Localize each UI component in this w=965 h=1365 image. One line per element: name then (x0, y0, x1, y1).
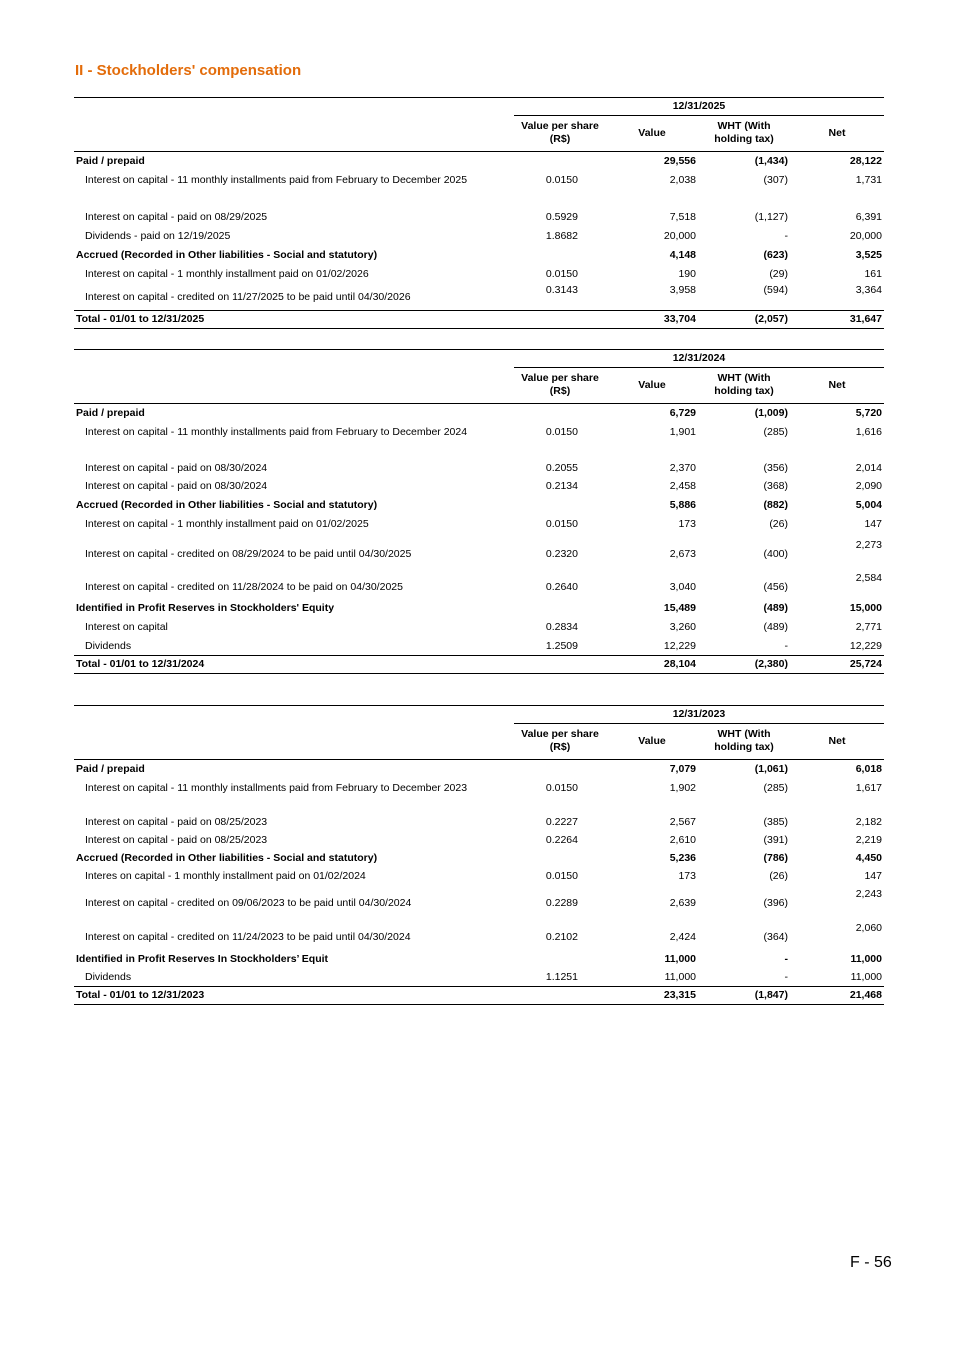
table-row: Dividends - paid on 12/19/2025 1.8682 20,000 - 20,000 (85, 230, 882, 242)
table-row: Identified in Profit Reserves In Stockholders’ Equit 11,000 - 11,000 (76, 952, 882, 965)
table-row: Interest on capital - 1 monthly installment paid on 01/02/2026 0.0150 190 (29) 161 (85, 268, 882, 280)
table-row: Interest on capital 0.2834 3,260 (489) 2,771 (85, 621, 882, 633)
table-row: Interest on capital - 11 monthly installments paid from February to December 2025 0.0150 2,038 (307) 1,731 (85, 174, 882, 186)
table-row: Paid / prepaid 6,729 (1,009) 5,720 (76, 407, 882, 419)
compensation-table-2023 (74, 705, 884, 1005)
table-date: 12/31/2023 (514, 706, 884, 724)
page-title: II - Stockholders' compensation (75, 62, 302, 79)
col-wht: WHT (With holding tax) (714, 120, 774, 145)
table-row: Accrued (Recorded in Other liabilities - Social and statutory) 5,236 (786) 4,450 (76, 851, 882, 864)
col-value: Value (638, 378, 666, 391)
table-row: Interes on capital - 1 monthly installment paid on 01/02/2024 0.0150 173 (26) 147 (85, 869, 882, 882)
table-row: Interest on capital - paid on 08/25/2023 0.2264 2,610 (391) 2,219 (85, 833, 882, 846)
table-total-row: Total - 01/01 to 12/31/2025 33,704 (2,057) 31,647 (74, 310, 884, 329)
col-value: Value (638, 734, 666, 747)
col-value: Value (638, 126, 666, 139)
col-wht: WHT (With holding tax) (714, 372, 774, 397)
table-row: Interest on capital - paid on 08/29/2025 0.5929 7,518 (1,127) 6,391 (85, 211, 882, 223)
table-total-row: Total - 01/01 to 12/31/2024 28,104 (2,380) 25,724 (74, 655, 884, 674)
table-date-header (74, 98, 884, 115)
column-header-row (74, 367, 884, 404)
col-value-per-share: Value per share (R$) (521, 120, 599, 145)
table-row: Interest on capital - 11 monthly installments paid from February to December 2023 0.0150 1,902 (285) 1,617 (85, 782, 882, 794)
compensation-table-2025 (74, 97, 884, 329)
col-wht: WHT (With holding tax) (714, 728, 774, 753)
table-date: 12/31/2024 (514, 350, 884, 368)
col-net: Net (828, 126, 846, 139)
table-row: Interest on capital - 1 monthly installment paid on 01/02/2025 0.0150 173 (26) 147 (85, 518, 882, 530)
table-date-header (74, 706, 884, 723)
table-row: Accrued (Recorded in Other liabilities - Social and statutory) 5,886 (882) 5,004 (76, 499, 882, 511)
table-row: Interest on capital - paid on 08/30/2024 0.2134 2,458 (368) 2,090 (85, 480, 882, 492)
table-row: Interest on capital - credited on 11/28/2024 to be paid on 04/30/2025 0.2640 3,040 (456) 2,584 (85, 572, 882, 593)
table-total-row: Total - 01/01 to 12/31/2023 23,315 (1,847) 21,468 (74, 986, 884, 1005)
table-row: Interest on capital - credited on 09/06/2023 to be paid until 04/30/2024 0.2289 2,639 (396) 2,243 (85, 888, 882, 909)
page-number: F - 56 (850, 1254, 892, 1271)
table-row: Interest on capital - credited on 11/27/2025 to be paid until 04/30/2026 0.3143 3,958 (594) 3,364 (85, 284, 882, 303)
column-header-row (74, 723, 884, 760)
column-header-row (74, 115, 884, 152)
table-row: Interest on capital - 11 monthly installments paid from February to December 2024 0.0150 1,901 (285) 1,616 (85, 426, 882, 438)
table-row: Paid / prepaid 29,556 (1,434) 28,122 (76, 155, 882, 167)
table-row: Dividends 1.1251 11,000 - 11,000 (85, 971, 882, 983)
table-row: Interest on capital - paid on 08/25/2023 0.2227 2,567 (385) 2,182 (85, 815, 882, 828)
compensation-table-2024 (74, 349, 884, 674)
table-row: Interest on capital - credited on 08/29/2024 to be paid until 04/30/2025 0.2320 2,673 (400) 2,273 (85, 539, 882, 560)
col-value-per-share: Value per share (R$) (521, 728, 599, 753)
table-row: Paid / prepaid 7,079 (1,061) 6,018 (76, 763, 882, 775)
col-value-per-share: Value per share (R$) (521, 372, 599, 397)
col-net: Net (828, 734, 846, 747)
table-row: Interest on capital - credited on 11/24/2023 to be paid until 04/30/2024 0.2102 2,424 (364) 2,060 (85, 922, 882, 943)
table-row: Identified in Profit Reserves in Stockholders' Equity 15,489 (489) 15,000 (76, 601, 882, 614)
table-date-header (74, 350, 884, 367)
table-row: Accrued (Recorded in Other liabilities - Social and statutory) 4,148 (623) 3,525 (76, 249, 882, 261)
table-date: 12/31/2025 (514, 98, 884, 116)
table-row: Interest on capital - paid on 08/30/2024 0.2055 2,370 (356) 2,014 (85, 461, 882, 474)
table-row: Dividends 1.2509 12,229 - 12,229 (85, 639, 882, 652)
col-net: Net (828, 378, 846, 391)
